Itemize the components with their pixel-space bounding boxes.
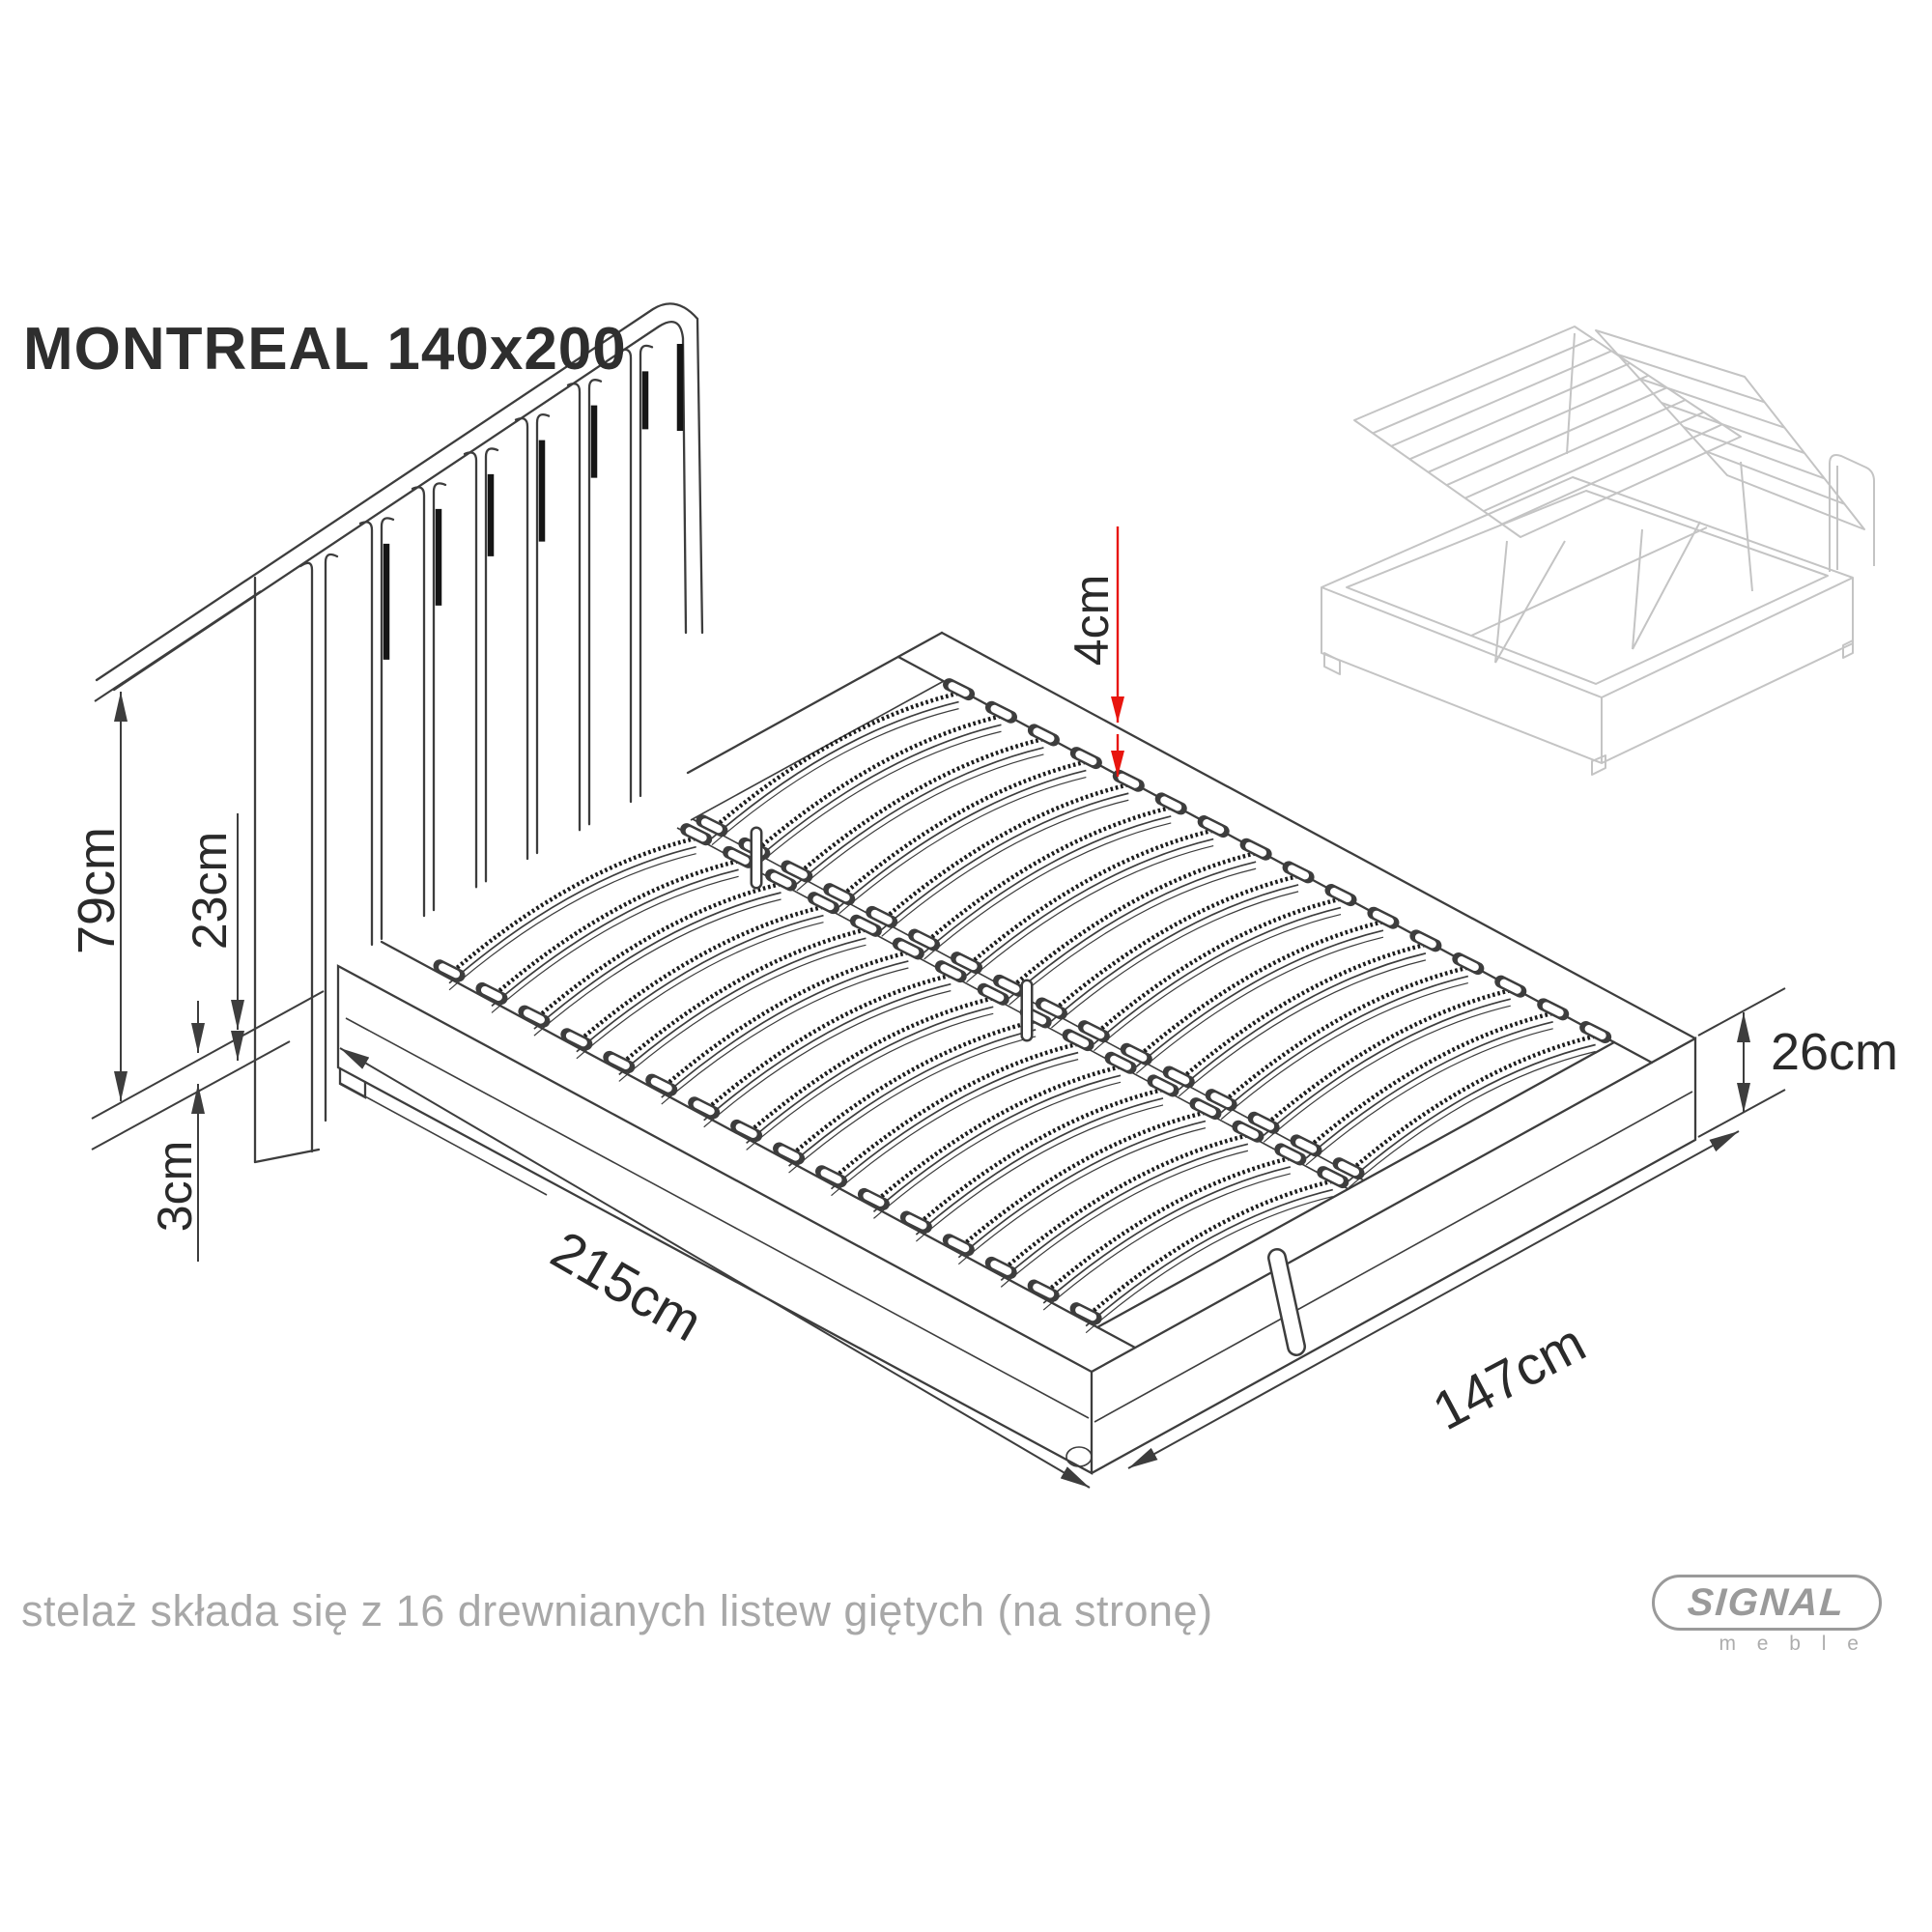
dimension-label-slat-recess: 4cm <box>1065 574 1119 667</box>
page-title: MONTREAL 140x200 <box>23 316 627 383</box>
slat-count-note: stelaż składa się z 16 drewnianych listew giętych (na stronę) <box>21 1586 1213 1635</box>
signal-logo <box>1652 1575 1882 1656</box>
dimension-label-length: 215cm <box>541 1218 713 1353</box>
dimension-label-headboard-height: 79cm <box>68 826 126 955</box>
logo-subbrand-text: m e b l e <box>1719 1633 1866 1655</box>
inset-storage-bed-sketch <box>1321 327 1874 775</box>
logo-brand-text: SIGNAL <box>1686 1580 1848 1624</box>
dimension-label-width: 147cm <box>1423 1311 1595 1442</box>
dimension-label-floor-clearance: 3cm <box>148 1140 202 1233</box>
headboard <box>97 303 702 1162</box>
corner-caster <box>1066 1447 1092 1466</box>
dimension-label-side-height-head: 23cm <box>183 831 237 951</box>
logo-frame <box>1652 1575 1882 1631</box>
bed-frame <box>338 633 1695 1473</box>
dimension-label-side-height-foot: 26cm <box>1770 1023 1899 1081</box>
